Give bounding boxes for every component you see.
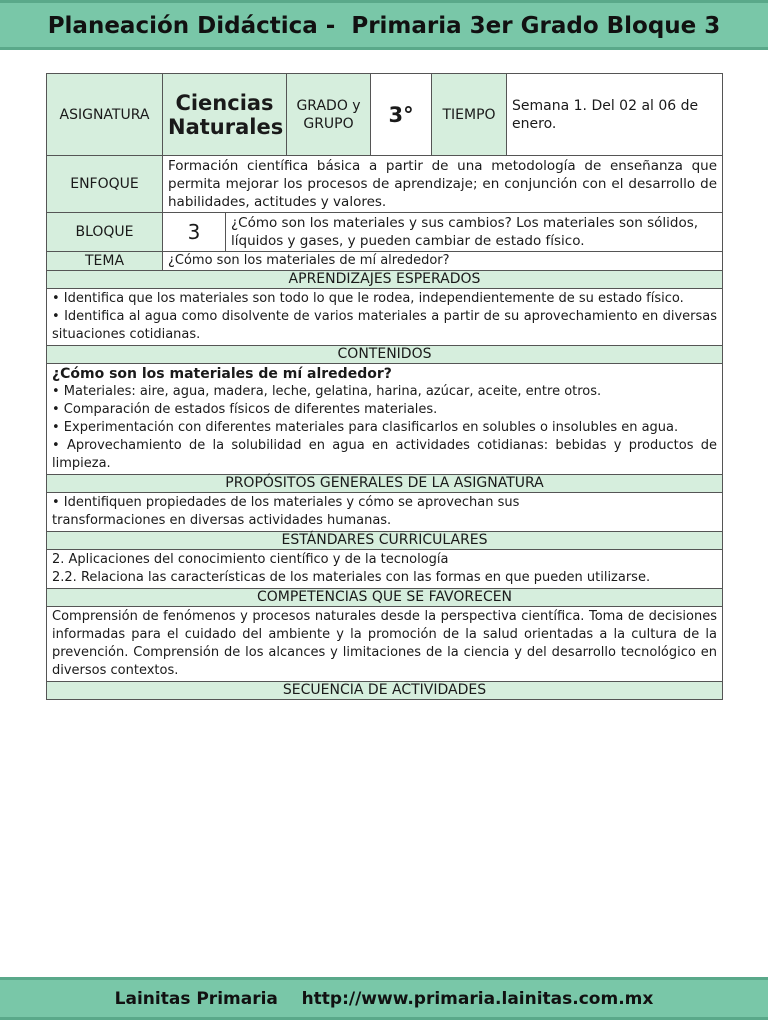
- estandar-item: 2. Aplicaciones del conocimiento científico y de la tecnología: [52, 552, 449, 567]
- contenidos-heading: CONTENIDOS: [47, 346, 723, 364]
- contenidos-title: ¿Cómo son los materiales de mí alrededor?: [52, 366, 392, 382]
- competencias-content: Comprensión de fenómenos y procesos naturales desde la perspectiva científica. Toma de decisiones informadas para el cuidado del ambiente y la promoción de la salud orientadas a la cultura de la prevención. Comprensión de los alcances y limitaciones de la ciencia y del desarrollo tecnológico en diversos contextos.: [47, 607, 723, 682]
- grado-label: GRADO y GRUPO: [287, 74, 371, 156]
- enfoque-value: Formación científica básica a partir de una metodología de enseñanza que permita mejorar los procesos de aprendizaje; en conjunción con el desarrollo de habilidades, actitudes y valores.: [163, 156, 723, 213]
- tiempo-label: TIEMPO: [432, 74, 507, 156]
- tiempo-value: Semana 1. Del 02 al 06 de enero.: [507, 74, 723, 156]
- estandar-item: 2.2. Relaciona las características de los materiales con las formas en que pueden utilizarse.: [52, 570, 651, 585]
- tema-value: ¿Cómo son los materiales de mí alrededor?: [163, 252, 723, 271]
- aprendizajes-content: [47, 289, 723, 346]
- secuencia-heading: SECUENCIA DE ACTIVIDADES: [47, 682, 723, 700]
- enfoque-label: ENFOQUE: [47, 156, 163, 213]
- asignatura-value: Ciencias Naturales: [163, 74, 287, 156]
- contenido-item: • Experimentación con diferentes materiales para clasificarlos en solubles o insolubles en agua.: [52, 420, 679, 435]
- aprendizaje-item: • Identifica que los materiales son todo lo que le rodea, independientemente de su estado físico.: [52, 291, 684, 306]
- footer-text: Lainitas Primaria http://www.primaria.lainitas.com.mx: [114, 989, 654, 1009]
- contenidos-content: [47, 364, 723, 475]
- footer-banner: [0, 977, 768, 1020]
- bloque-value: ¿Cómo son los materiales y sus cambios? Los materiales son sólidos, líquidos y gases, y pueden cambiar de estado físico.: [226, 213, 723, 252]
- competencias-heading: COMPETENCIAS QUE SE FAVORECEN: [47, 589, 723, 607]
- contenido-item: • Comparación de estados físicos de diferentes materiales.: [52, 402, 438, 417]
- tema-label: TEMA: [47, 252, 163, 271]
- page-title: Planeación Didáctica - Primaria 3er Grado Bloque 3: [47, 13, 721, 39]
- contenido-item: • Materiales: aire, agua, madera, leche, gelatina, harina, azúcar, aceite, entre otros.: [52, 384, 602, 399]
- propositos-content: • Identifiquen propiedades de los materiales y cómo se aprovechan sus transformaciones en diversas actividades humanas.: [47, 493, 723, 532]
- bloque-label: BLOQUE: [47, 213, 163, 252]
- estandares-heading: ESTÁNDARES CURRICULARES: [47, 532, 723, 550]
- grado-value: 3°: [371, 74, 432, 156]
- aprendizajes-heading: APRENDIZAJES ESPERADOS: [47, 271, 723, 289]
- aprendizaje-item: • Identifica al agua como disolvente de varios materiales a partir de su aprovechamiento en diversas situaciones cotidianas.: [52, 309, 718, 342]
- header-banner: [0, 0, 768, 50]
- contenido-item: • Aprovechamiento de la solubilidad en agua en actividades cotidianas: bebidas y productos de limpieza.: [52, 438, 718, 471]
- planning-table: [46, 73, 723, 700]
- estandares-content: [47, 550, 723, 589]
- propositos-heading: PROPÓSITOS GENERALES DE LA ASIGNATURA: [47, 475, 723, 493]
- bloque-number: 3: [163, 213, 226, 252]
- asignatura-label: ASIGNATURA: [47, 74, 163, 156]
